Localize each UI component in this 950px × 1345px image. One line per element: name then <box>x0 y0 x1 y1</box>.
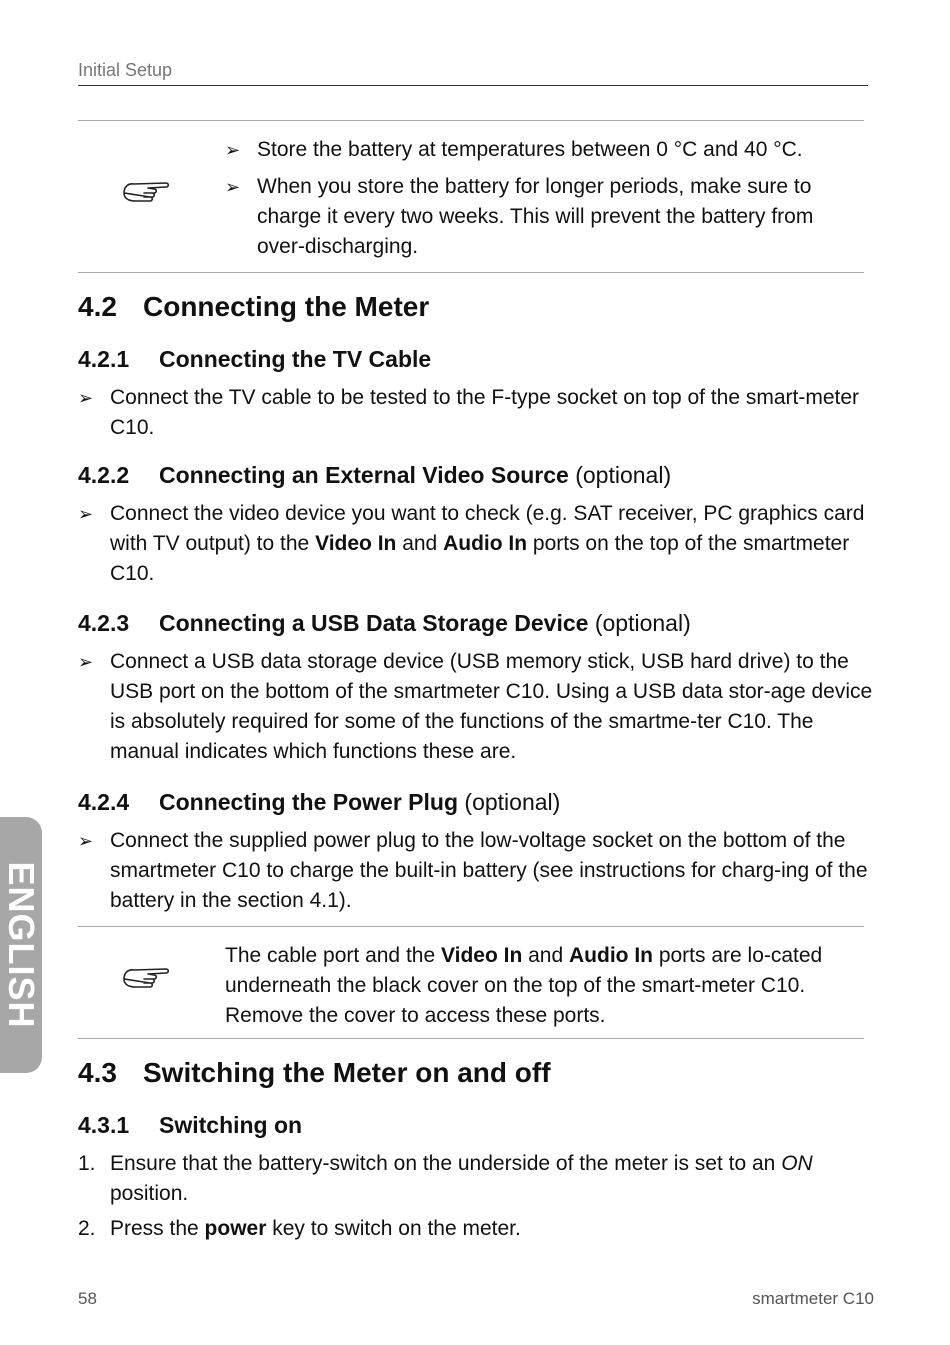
subsection-heading-4-2-1: 4.2.1 Connecting the TV Cable <box>78 346 432 372</box>
arrow-bullet-icon: ➢ <box>225 140 241 160</box>
note-box-battery <box>78 120 864 273</box>
subsection-heading-4-2-3: 4.2.3 Connecting a USB Data Storage Device (optional) <box>78 610 691 636</box>
subsection-heading-4-3-1: 4.3.1 Switching on <box>78 1112 303 1138</box>
header-rule <box>78 85 868 86</box>
numbered-item: 2. Press the power key to switch on the meter. <box>78 1217 521 1240</box>
page-number: 58 <box>78 1289 97 1308</box>
numbered-item: 1. Ensure that the battery-switch on the underside of the meter is set to an ON position. <box>78 1152 813 1205</box>
list-item: ➢ Store the battery at temperatures between 0 °C and 40 °C. <box>225 135 864 165</box>
arrow-bullet-icon: ➢ <box>78 388 94 408</box>
arrow-bullet-icon: ➢ <box>78 504 94 524</box>
list-item: ➢ Connect the supplied power plug to the low-voltage socket on the bottom of the smartmeter C10 to charge the built-in battery (see instructions for charg-ing of the battery in the section 4.1). <box>78 826 873 916</box>
pointing-hand-icon <box>122 965 172 993</box>
section-heading-4-2: 4.2 Connecting the Meter <box>78 291 430 322</box>
list-item: ➢ Connect a USB data storage device (USB memory stick, USB hard drive) to the USB port on the bottom of the smartmeter C10. Using a USB data stor-age device is absolutely required for some of the functions of the smartme-ter C10. The manual indicates which functions these are. <box>78 647 873 767</box>
running-header: Initial Setup <box>78 60 173 80</box>
note-box-ports <box>78 926 864 1039</box>
arrow-bullet-icon: ➢ <box>225 177 241 197</box>
language-tab <box>0 817 42 1073</box>
note-text: The cable port and the Video In and Audio In ports are lo-cated underneath the black cover on the top of the smart-meter C10. Remove the cover to access these ports. <box>225 944 823 1027</box>
arrow-bullet-icon: ➢ <box>78 831 94 851</box>
product-name: smartmeter C10 <box>752 1289 874 1308</box>
subsection-heading-4-2-2: 4.2.2 Connecting an External Video Source (optional) <box>78 462 672 488</box>
list-item: ➢ When you store the battery for longer periods, make sure to charge it every two weeks. This will prevent the battery from over-discharging. <box>225 172 864 262</box>
section-heading-4-3: 4.3 Switching the Meter on and off <box>78 1057 551 1088</box>
language-tab-label: ENGLISH <box>1 861 42 1029</box>
list-item: ➢ Connect the TV cable to be tested to the F-type socket on top of the smart-meter C10. <box>78 383 873 443</box>
arrow-bullet-icon: ➢ <box>78 652 94 672</box>
subsection-heading-4-2-4: 4.2.4 Connecting the Power Plug (optional) <box>78 789 561 815</box>
list-item: ➢ Connect the video device you want to check (e.g. SAT receiver, PC graphics card with TV output) to the Video In and Audio In ports on the top of the smartmeter C10. <box>78 499 873 589</box>
pointing-hand-icon <box>122 179 172 207</box>
